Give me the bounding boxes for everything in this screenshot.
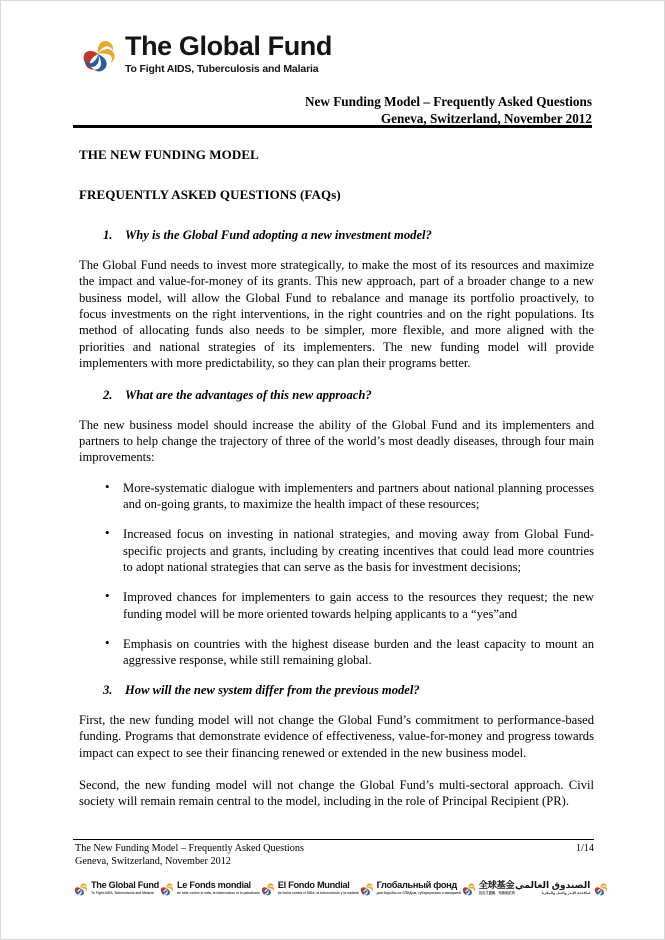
footer-line-2: Geneva, Switzerland, November 2012 [75, 856, 231, 868]
question-number-3: 3. [103, 682, 113, 697]
paragraph: Second, the new funding model will not change the Global Fund’s multi-sectoral approach. Civil society will remain remain central to the model, including in the role of Principal Recipient (PR). [79, 777, 594, 809]
multilingual-logo-strip [73, 881, 594, 896]
page-number: 1/14 [575, 843, 594, 854]
lang-logo-chinese [461, 881, 515, 896]
lang-tagline: de lucha contra el SIDA, la tuberculosis y la malaria [277, 890, 359, 896]
lang-tagline: для борьбы со СПИДом, туберкулезом и малярией [376, 890, 461, 896]
paragraph: The Global Fund needs to invest more strategically, to make the most of its resources and maximize the impact and value-for-money of its grants. This new approach, part of a broader change to a new business model, will allow the Global Fund to rebalance and manage its portfolio proactively, to focus investments on the right interventions, in the right countries and on the right populations. Its method of allocating funds also needs to be simpler, more flexible, and more aligned with the priorities and national strategies of its implementers. The new funding model will provide implementers with more predictability, so they can plan their programs better. [79, 258, 594, 371]
global-fund-logo [79, 33, 332, 75]
list-item: • Increased focus on investing in national strategies, and moving away from Global Fund-specific projects and grants, including by creating incentives that could lead more countries to adopt national strategies that can serve as the basis for investment decisions; [79, 526, 594, 575]
lang-logo-arabic [515, 881, 593, 895]
header-line-1: New Funding Model – Frequently Asked Questions [305, 94, 592, 109]
page-title: THE NEW FUNDING MODEL [79, 147, 259, 162]
lang-name: Глобальный фонд [376, 880, 457, 891]
logo-tagline: To Fight AIDS, Tuberculosis and Malaria [125, 63, 319, 75]
footer-divider [73, 839, 594, 840]
question-heading-3 [79, 683, 594, 698]
lang-label-block [278, 881, 359, 895]
question-number-1: 1. [103, 228, 113, 242]
paragraph: The new business model should increase the ability of the Global Fund and its implementers and partners to help change the trajectory of three of the world’s most deadly diseases, through four main improvements: [79, 417, 594, 465]
question-text-1: Why is the Global Fund adopting a new investment model? [125, 228, 432, 242]
advantages-bullet-list [79, 480, 594, 669]
lang-tagline: 抗击艾滋病、结核和疟疾 [478, 890, 515, 896]
lang-label-block [479, 881, 515, 895]
logo-text-block [125, 33, 332, 75]
question-heading-1 [79, 228, 594, 243]
question-text-3: How will the new system differ from the previous model? [125, 682, 420, 697]
paragraph: First, the new funding model will not change the Global Fund’s commitment to performance-based funding. Programs that demonstrate evidence of effectiveness, value-for-money and progress towards impact can expect to see their financing renewed or extended in the new business model. [79, 712, 594, 760]
lang-label-block [177, 881, 260, 895]
page-subtitle: FREQUENTLY ASKED QUESTIONS (FAQs) [79, 187, 341, 202]
lang-logo-russian [359, 881, 461, 896]
header-divider [73, 125, 592, 128]
lang-name: El Fondo Mundial [277, 880, 350, 891]
lang-name: Le Fonds mondial [176, 880, 251, 891]
global-fund-pinwheel-icon [159, 881, 174, 896]
lang-label-block [377, 881, 461, 895]
global-fund-pinwheel-icon [79, 35, 117, 73]
footer-line-1: The New Funding Model – Frequently Asked Questions [75, 843, 304, 854]
document-body [79, 147, 594, 826]
lang-name: الصندوق العالمي [515, 880, 591, 891]
document-footer [75, 842, 594, 869]
document-header [73, 94, 592, 128]
global-fund-pinwheel-icon [461, 881, 476, 896]
logo-title: The Global Fund [125, 31, 332, 61]
lang-name: 全球基金 [478, 880, 515, 891]
question-text-2: What are the advantages of this new approach? [125, 387, 372, 402]
header-line-2: Geneva, Switzerland, November 2012 [380, 110, 592, 126]
lang-logo-english [73, 881, 159, 896]
lang-tagline: de lutte contre le sida, la tuberculose et le paludisme [176, 890, 260, 896]
global-fund-pinwheel-icon [73, 881, 88, 896]
global-fund-pinwheel-icon [359, 881, 374, 896]
lang-tagline: To Fight AIDS, Tuberculosis and Malaria [91, 890, 154, 896]
list-item: • More-systematic dialogue with implementers and partners about national planning processes and on-going grants, to maximize the health impact of these resources; [79, 480, 594, 513]
lang-name: The Global Fund [91, 880, 159, 891]
lang-logo-spanish [260, 881, 359, 896]
lang-label-block [91, 881, 159, 895]
question-number-2: 2. [103, 387, 113, 402]
global-fund-pinwheel-icon [593, 881, 608, 896]
global-fund-pinwheel-icon [260, 881, 275, 896]
lang-logo-french [159, 881, 260, 896]
question-heading-2 [79, 388, 594, 403]
list-item: • Emphasis on countries with the highest disease burden and the least capacity to mount an aggressive response, while still remaining global. [79, 636, 594, 669]
list-item: • Improved chances for implementers to gain access to the resources they request; the new funding model will be more oriented towards helping applicants to a “yes”and [79, 589, 594, 622]
lang-label-block [515, 881, 590, 895]
footer-left-block [75, 842, 304, 869]
lang-tagline: لمكافحة الإيدز والسل والملاريا [541, 890, 591, 896]
